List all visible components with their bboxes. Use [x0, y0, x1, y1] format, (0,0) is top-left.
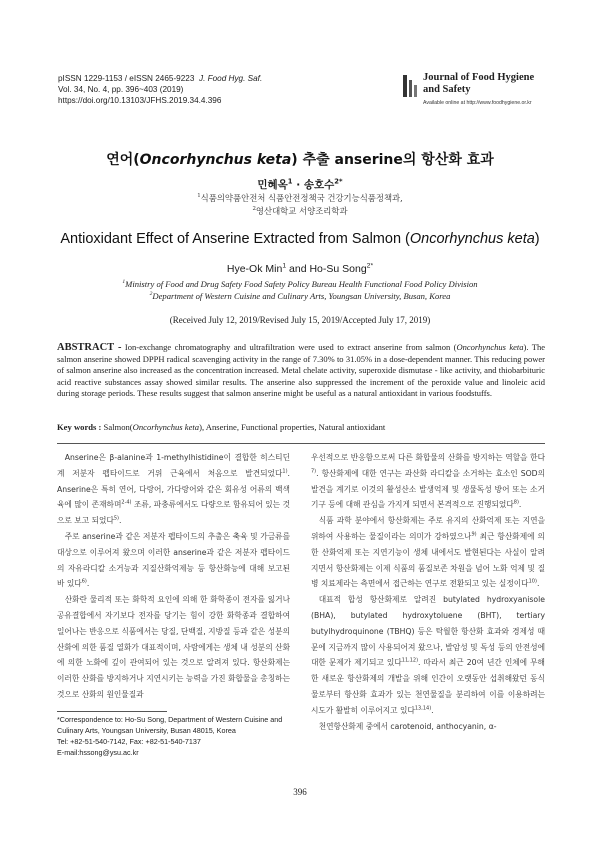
title-korean: 연어(Oncorhynchus keta) 추출 anserine의 항산화 효과 [106, 152, 494, 168]
paragraph: 식품 과학 분야에서 항산화제는 주로 유지의 산화억제 또는 지연을 위하여 사용하는 물질이라는 의미가 강하였으나$^{9)}$ 최근 항산화제에 의한 산화억제 또는 지연기능이 생체 내에서도 발현된다는 사실이 알려지면서 항산화제는 이제 식품의 품질보존 차원을 넘어 노화 억제 및 질병 치료제라는 측면에서 접근하는 연구로 전환되고 있는 실정이다$^{10)}$. [311, 516, 545, 589]
body-column-left [57, 450, 290, 703]
correspondence-footnote: *Correspondence to: Ho-Su Song, Department of Western Cuisine and Culinary Arts, Youngsan University, Busan 48015, Korea Tel: +82-51-540-7142, Fax: +82-51-540-7137 E-mail:hssong@ysu.ac.kr [57, 714, 290, 758]
section-divider [57, 443, 545, 444]
journal-abbreviation: J. Food Hyg. Saf. [198, 74, 263, 83]
authors-english: Hye-Ok Min$^1$ and Ho-Su Song$^{2*}$ [226, 262, 374, 275]
paragraph: 산화란 물리적 또는 화학적 요인에 의해 한 화학종이 전자를 잃거나 공유결합에서 자기보다 전자를 당기는 힘이 강한 화학종과 결합하여 일어나는 반응으로 식품에서는 당질, 단백질, 지방질 등과 같은 성분의 산화에 의한 품질 열화가 대표적이며, 사람에게는 생체 내 성분의 산화에 의한 노화에 깊이 관여되어 있는 것으로 알려져 있다. 항산화제는 이러한 산화를 방지하거나 지연시키는 능력을 가진 화합물을 총칭하는 것으로 산화의 원인물질과 [57, 595, 290, 699]
paragraph: 주로 anserine과 같은 저분자 펩타이드의 추출은 축육 및 가금류를 대상으로 이루어져 왔으며 이러한 anserine과 같은 저분자 펩타이드의 자유라디칼 소거능과 지질산화억제능 등 항산화능에 대해 보고된 바 있다$^{6)}$. [57, 531, 290, 589]
paragraph: 대표적 합성 항산화제로 알려진 butylated hydroxyanisole (BHA), butylated hydroxytoluene (BHT), tertiary butylhydroquinone (TBHQ) 등은 탁월한 항산화 효과와 경제성 때문에 지금까지 많이 사용되어져 왔으나, 발암성 및 독성 등의 안전성에 대한 문제가 제기되고 있다$^{11,12)}$. 따라서 최근 20여 년간 인체에 무해한 새로운 항산화제의 개발을 위해 인간이 오랫동안 섭취해왔던 동식물로부터 항산화 효과가 있는 천연물질을 분리하여 이를 이용하려는 시도가 활발히 이루어지고 있다$^{13,14)}$. [311, 595, 545, 715]
received-dates: (Received July 12, 2019/Revised July 15, 2019/Accepted July 17, 2019) [169, 315, 431, 325]
authors-korean: 민혜옥$^1$ · 송호수$^{2*}$ [257, 177, 343, 191]
journal-logo [401, 72, 551, 112]
doi-link[interactable]: https://doi.org/10.13103/JFHS.2019.34.4.396 [58, 96, 222, 105]
keywords: Key words : Salmon(Oncorhynchus keta), Anserine, Functional properties, Natural antioxidant [57, 422, 386, 432]
keywords-label: Key words : [57, 422, 104, 432]
volume-info: Vol. 34, No. 4, pp. 396~403 (2019) [58, 85, 184, 94]
affiliations-korean: $^1$식품의약품안전처 식품안전정책국 건강기능식품정책과, $^2$영산대학교 서양조리학과 [197, 193, 403, 216]
abstract-label: ABSTRACT - [57, 342, 122, 353]
affiliations-english: $^1$Ministry of Food and Drug Safety Food Safety Policy Bureau Health Functional Food Policy Division $^2$Department of Western Cuisine and Culinary Arts, Youngsan University, Busan, Korea [122, 279, 478, 301]
title-english: Antioxidant Effect of Anserine Extracted from Salmon (Oncorhynchus keta) [60, 231, 540, 247]
page-number: 396 [293, 787, 307, 797]
paragraph: Anserine은 β-alanine과 1-methylhistidine이 결합한 히스티딘계 저분자 펩타이드로 거위 근육에서 처음으로 발견되었다$^{1)}$. Anserine은 특히 연어, 다랑어, 가다랑어와 같은 회유성 어류의 백색육에 많이 존재하며$^{2-4)}$ 조류, 파충류에서도 다량으로 함유되어 있는 것으로 보고 되었다$^{5)}$. [57, 453, 290, 526]
paragraph: 우선적으로 반응함으로써 다른 화합물의 산화를 방지하는 역할을 한다$^{7)}$. 항산화제에 대한 연구는 과산화 라디칼을 소거하는 효소인 SOD의 발견을 계기로 이것의 활성산소 발생억제 및 생물독성 방어 또는 소거기구 등에 대해 관심을 가지게 되면서 본격적으로 진행되었다$^{8)}$. [311, 453, 545, 510]
footnote-divider [57, 711, 167, 712]
journal-meta [58, 73, 262, 106]
body-column-right [311, 450, 545, 734]
abstract: ABSTRACT - Ion-exchange chromatography and ultrafiltration were used to extract anserine from salmon (Oncorhynchus keta). The salmon anserine showed DPPH radical scavenging activity in the range of 7.30% to 31.05% in a dose-dependent manner. This reducing power of salmon anserine also increased as the concentration increased. Metal chelate activity, superoxide dismutase - like activity, and thiobarbituric acid reactive substances assay showed similar results. The anserine also suppressed the increment of the peroxide value and linoleic acid during storage periods. These results suggest that salmon anserine might be useful as a natural antioxidant in various foodstuffs. [57, 342, 545, 398]
available-online[interactable]: Available online at http://www.foodhygiene.or.kr [423, 100, 532, 106]
email-link[interactable]: E-mail:hssong@ysu.ac.kr [57, 748, 139, 757]
journal-title: Journal of Food Hygiene and Safety [423, 72, 535, 95]
paragraph: 천연항산화제 중에서 carotenoid, anthocyanin, α- [318, 721, 497, 731]
journal-logo-icon [401, 74, 419, 100]
issn: pISSN 1229-1153 / eISSN 2465-9223 [58, 74, 195, 83]
